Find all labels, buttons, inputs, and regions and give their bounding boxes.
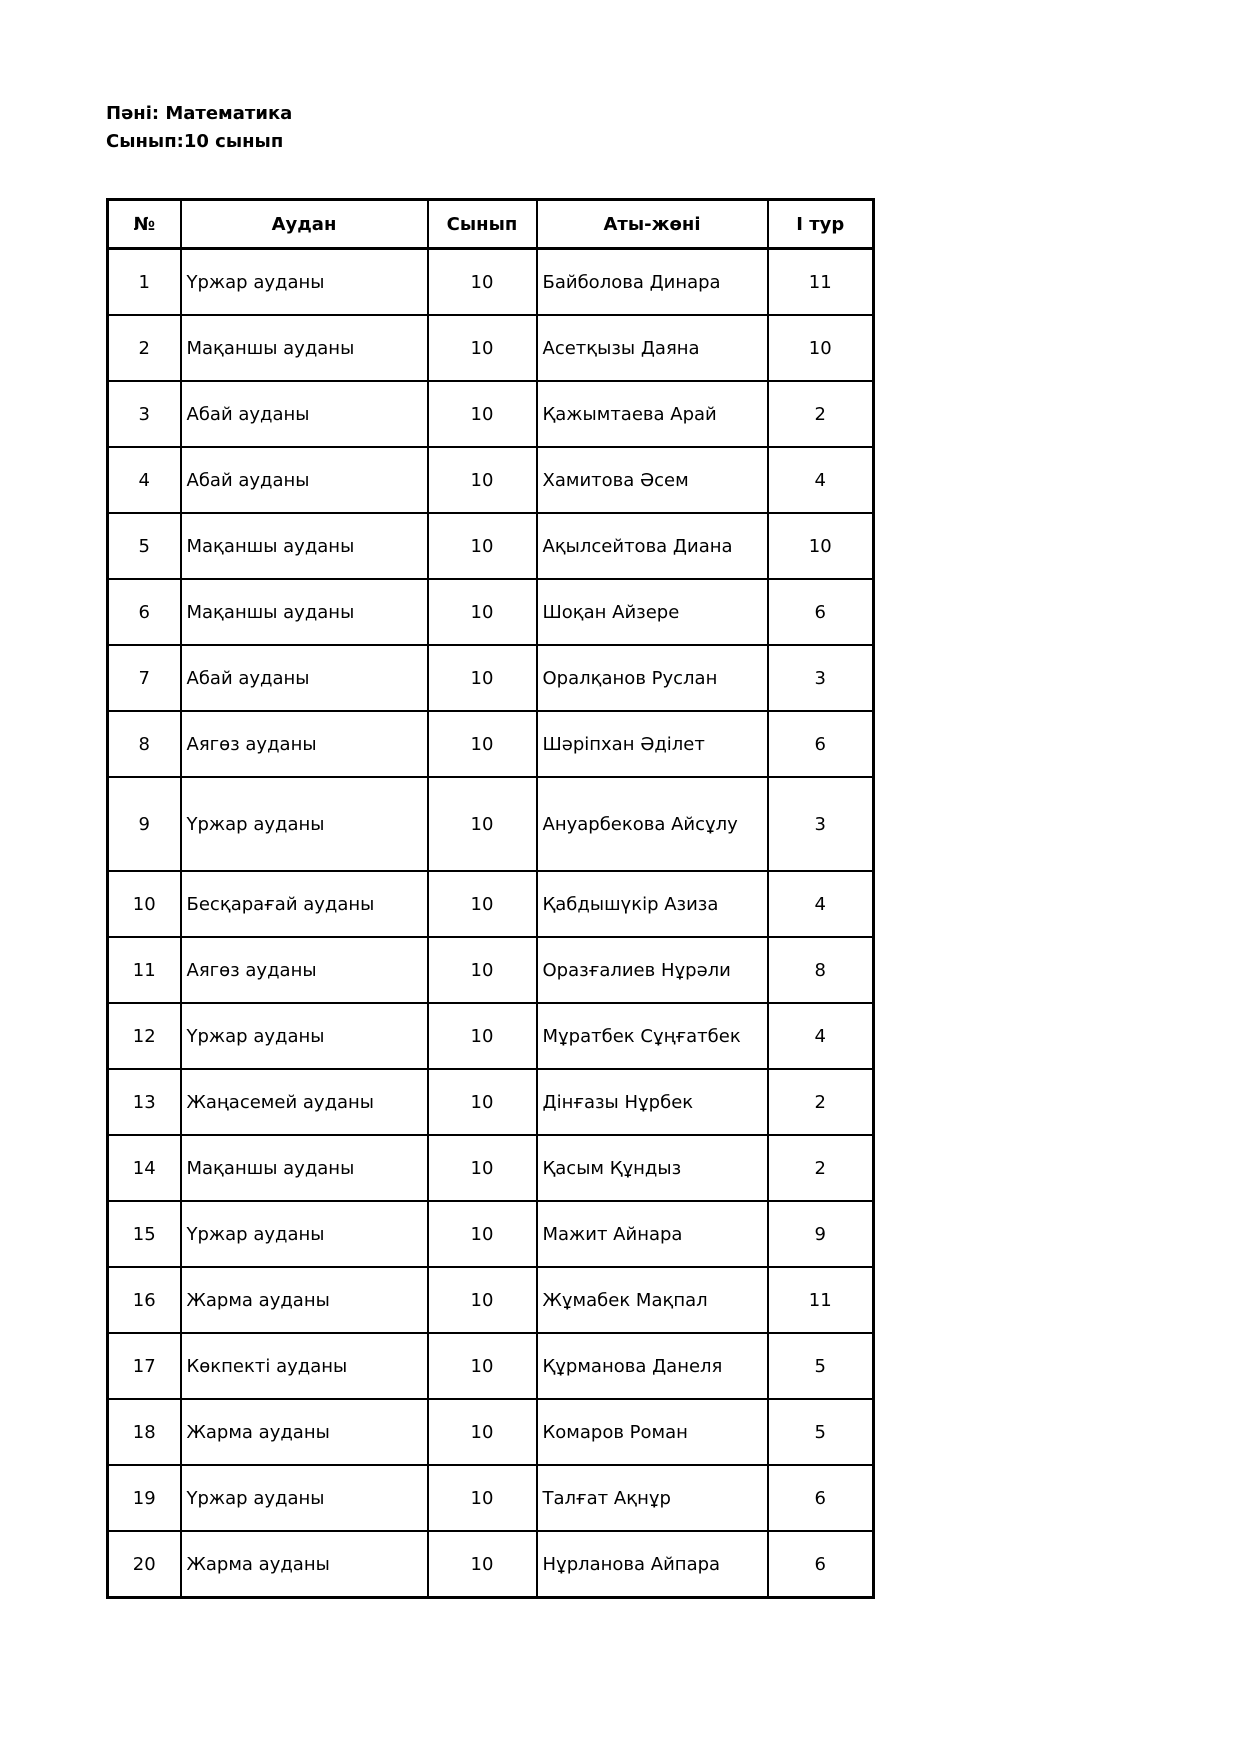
table-row bbox=[108, 937, 874, 1003]
subject-line: Пәні: Математика bbox=[106, 103, 293, 124]
round1-cell: 4 bbox=[768, 1003, 874, 1069]
row-number-cell: 2 bbox=[108, 315, 181, 381]
row-number-cell: 3 bbox=[108, 381, 181, 447]
round1-cell: 6 bbox=[768, 1465, 874, 1531]
table-row bbox=[108, 249, 874, 316]
grade-cell: 10 bbox=[428, 1201, 537, 1267]
grade-cell: 10 bbox=[428, 315, 537, 381]
round1-cell: 4 bbox=[768, 871, 874, 937]
row-number-cell: 15 bbox=[108, 1201, 181, 1267]
name-cell: Комаров Роман bbox=[537, 1399, 768, 1465]
district-cell: Абай ауданы bbox=[181, 645, 428, 711]
grade-cell: 10 bbox=[428, 1003, 537, 1069]
table-row bbox=[108, 645, 874, 711]
name-cell: Байболова Динара bbox=[537, 249, 768, 316]
district-cell: Мақаншы ауданы bbox=[181, 513, 428, 579]
district-cell: Үржар ауданы bbox=[181, 1003, 428, 1069]
table-row bbox=[108, 381, 874, 447]
round1-cell: 11 bbox=[768, 249, 874, 316]
name-cell: Мажит Айнара bbox=[537, 1201, 768, 1267]
name-cell: Хамитова Әсем bbox=[537, 447, 768, 513]
district-cell: Абай ауданы bbox=[181, 447, 428, 513]
row-number-cell: 4 bbox=[108, 447, 181, 513]
results-table-body bbox=[108, 249, 874, 1598]
row-number-cell: 14 bbox=[108, 1135, 181, 1201]
district-cell: Мақаншы ауданы bbox=[181, 579, 428, 645]
results-table bbox=[106, 198, 875, 1599]
grade-cell: 10 bbox=[428, 1399, 537, 1465]
table-row bbox=[108, 315, 874, 381]
table-row bbox=[108, 1201, 874, 1267]
round1-cell: 9 bbox=[768, 1201, 874, 1267]
table-row bbox=[108, 711, 874, 777]
round1-cell: 10 bbox=[768, 513, 874, 579]
grade-cell: 10 bbox=[428, 381, 537, 447]
row-number-cell: 9 bbox=[108, 777, 181, 871]
round1-cell: 6 bbox=[768, 711, 874, 777]
name-cell: Асетқызы Даяна bbox=[537, 315, 768, 381]
name-cell: Шоқан Айзере bbox=[537, 579, 768, 645]
grade-cell: 10 bbox=[428, 513, 537, 579]
name-cell: Нұрланова Айпара bbox=[537, 1531, 768, 1598]
name-cell: Дінғазы Нұрбек bbox=[537, 1069, 768, 1135]
name-cell: Мұратбек Сұңғатбек bbox=[537, 1003, 768, 1069]
round1-cell: 4 bbox=[768, 447, 874, 513]
table-row bbox=[108, 871, 874, 937]
grade-cell: 10 bbox=[428, 447, 537, 513]
row-number-cell: 11 bbox=[108, 937, 181, 1003]
round1-cell: 6 bbox=[768, 1531, 874, 1598]
header-row bbox=[108, 200, 874, 249]
row-number-cell: 12 bbox=[108, 1003, 181, 1069]
name-cell: Шәріпхан Әділет bbox=[537, 711, 768, 777]
grade-cell: 10 bbox=[428, 711, 537, 777]
results-table-head bbox=[108, 200, 874, 249]
district-cell: Жарма ауданы bbox=[181, 1399, 428, 1465]
district-cell: Көкпекті ауданы bbox=[181, 1333, 428, 1399]
round1-cell: 6 bbox=[768, 579, 874, 645]
grade-cell: 10 bbox=[428, 1465, 537, 1531]
table-row bbox=[108, 447, 874, 513]
name-cell: Ақылсейтова Диана bbox=[537, 513, 768, 579]
round1-cell: 2 bbox=[768, 381, 874, 447]
grade-cell: 10 bbox=[428, 1267, 537, 1333]
name-cell: Жұмабек Мақпал bbox=[537, 1267, 768, 1333]
district-cell: Жарма ауданы bbox=[181, 1267, 428, 1333]
round1-cell: 10 bbox=[768, 315, 874, 381]
round1-cell: 3 bbox=[768, 777, 874, 871]
name-cell: Құрманова Данеля bbox=[537, 1333, 768, 1399]
column-header-district: Аудан bbox=[181, 200, 428, 249]
column-header-round1: І тур bbox=[768, 200, 874, 249]
round1-cell: 2 bbox=[768, 1135, 874, 1201]
row-number-cell: 7 bbox=[108, 645, 181, 711]
name-cell: Қабдышүкір Азиза bbox=[537, 871, 768, 937]
district-cell: Жарма ауданы bbox=[181, 1531, 428, 1598]
row-number-cell: 20 bbox=[108, 1531, 181, 1598]
column-header-name: Аты-жөні bbox=[537, 200, 768, 249]
table-row bbox=[108, 1135, 874, 1201]
table-row bbox=[108, 1465, 874, 1531]
row-number-cell: 5 bbox=[108, 513, 181, 579]
round1-cell: 5 bbox=[768, 1333, 874, 1399]
district-cell: Абай ауданы bbox=[181, 381, 428, 447]
grade-cell: 10 bbox=[428, 777, 537, 871]
name-cell: Ануарбекова Айсұлу bbox=[537, 777, 768, 871]
row-number-cell: 13 bbox=[108, 1069, 181, 1135]
table-row bbox=[108, 579, 874, 645]
table-row bbox=[108, 777, 874, 871]
row-number-cell: 16 bbox=[108, 1267, 181, 1333]
row-number-cell: 10 bbox=[108, 871, 181, 937]
row-number-cell: 19 bbox=[108, 1465, 181, 1531]
grade-cell: 10 bbox=[428, 937, 537, 1003]
grade-cell: 10 bbox=[428, 1069, 537, 1135]
row-number-cell: 1 bbox=[108, 249, 181, 316]
table-row bbox=[108, 1333, 874, 1399]
district-cell: Жаңасемей ауданы bbox=[181, 1069, 428, 1135]
table-row bbox=[108, 1531, 874, 1598]
round1-cell: 2 bbox=[768, 1069, 874, 1135]
grade-cell: 10 bbox=[428, 1135, 537, 1201]
district-cell: Аягөз ауданы bbox=[181, 937, 428, 1003]
district-cell: Мақаншы ауданы bbox=[181, 1135, 428, 1201]
district-cell: Бесқарағай ауданы bbox=[181, 871, 428, 937]
round1-cell: 3 bbox=[768, 645, 874, 711]
class-line: Сынып:10 сынып bbox=[106, 131, 284, 152]
grade-cell: 10 bbox=[428, 645, 537, 711]
district-cell: Үржар ауданы bbox=[181, 1465, 428, 1531]
district-cell: Мақаншы ауданы bbox=[181, 315, 428, 381]
row-number-cell: 17 bbox=[108, 1333, 181, 1399]
name-cell: Талғат Ақнұр bbox=[537, 1465, 768, 1531]
row-number-cell: 6 bbox=[108, 579, 181, 645]
round1-cell: 11 bbox=[768, 1267, 874, 1333]
district-cell: Үржар ауданы bbox=[181, 1201, 428, 1267]
column-header-number: № bbox=[108, 200, 181, 249]
table-row bbox=[108, 1267, 874, 1333]
grade-cell: 10 bbox=[428, 871, 537, 937]
name-cell: Қасым Құндыз bbox=[537, 1135, 768, 1201]
row-number-cell: 18 bbox=[108, 1399, 181, 1465]
name-cell: Оралқанов Руслан bbox=[537, 645, 768, 711]
district-cell: Үржар ауданы bbox=[181, 777, 428, 871]
grade-cell: 10 bbox=[428, 249, 537, 316]
grade-cell: 10 bbox=[428, 579, 537, 645]
name-cell: Қажымтаева Арай bbox=[537, 381, 768, 447]
table-row bbox=[108, 1003, 874, 1069]
document-header bbox=[106, 100, 292, 156]
grade-cell: 10 bbox=[428, 1333, 537, 1399]
column-header-grade: Сынып bbox=[428, 200, 537, 249]
table-row bbox=[108, 1399, 874, 1465]
round1-cell: 5 bbox=[768, 1399, 874, 1465]
district-cell: Үржар ауданы bbox=[181, 249, 428, 316]
round1-cell: 8 bbox=[768, 937, 874, 1003]
row-number-cell: 8 bbox=[108, 711, 181, 777]
district-cell: Аягөз ауданы bbox=[181, 711, 428, 777]
table-row bbox=[108, 1069, 874, 1135]
name-cell: Оразғалиев Нұрәли bbox=[537, 937, 768, 1003]
table-row bbox=[108, 513, 874, 579]
grade-cell: 10 bbox=[428, 1531, 537, 1598]
